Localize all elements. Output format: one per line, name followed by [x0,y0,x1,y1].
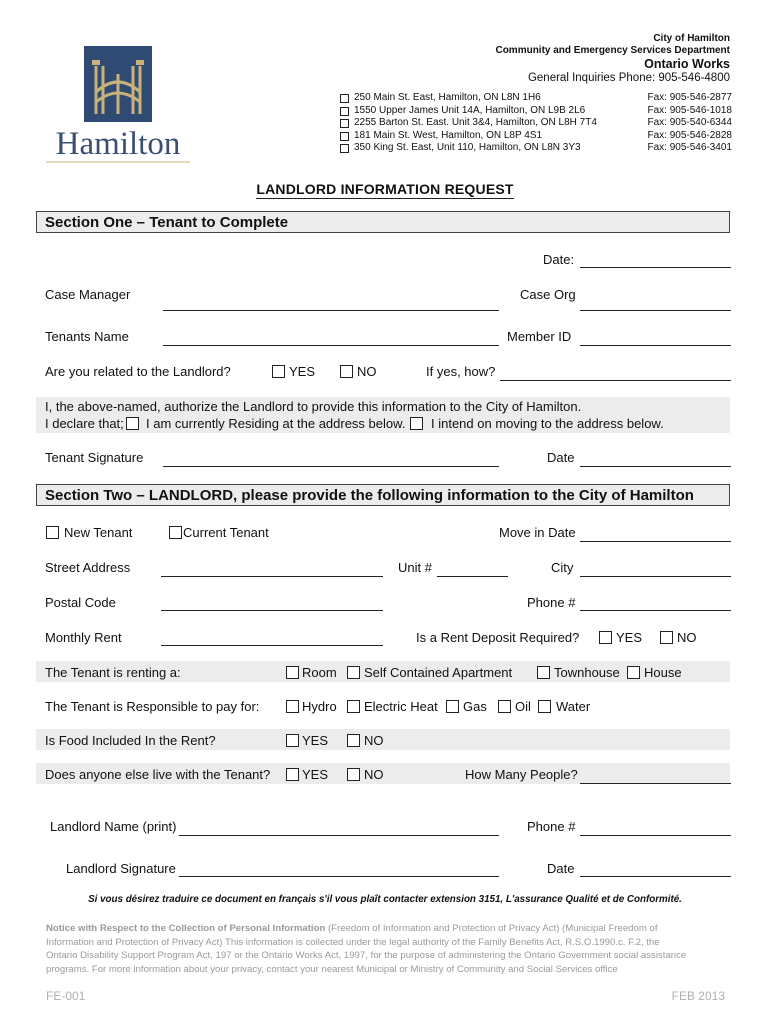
landlord-phone-label: Phone # [527,819,576,834]
office-fax: Fax: 905-540-6344 [647,117,732,128]
water-label: Water [556,699,591,714]
landlord-signature-field[interactable] [179,876,499,877]
room-label: Room [302,665,337,680]
checkbox-bullet-icon [340,94,349,103]
live-no-checkbox[interactable] [347,768,360,781]
moving-checkbox[interactable] [410,417,423,430]
landlord-phone-field[interactable] [580,835,731,836]
office-address: 2255 Barton St. East. Unit 3&4, Hamilton, ON L8H 7T4 [354,117,597,128]
tenants-name-field[interactable] [163,345,499,346]
related-label: Are you related to the Landlord? [45,364,231,379]
deposit-yes-checkbox[interactable] [599,631,612,644]
office-item [340,92,732,105]
oil-label: Oil [515,699,531,714]
case-manager-field[interactable] [163,310,499,311]
notice-line3: Ontario Disability Support Program Act, 197 or the Ontario Works Act, 1997, for the purpose of administering the Ontario Government social assistance [46,950,687,962]
postal-code-label: Postal Code [45,595,116,610]
office-item [340,105,732,118]
landlord-signature-label: Landlord Signature [66,861,176,876]
monthly-rent-field[interactable] [161,645,383,646]
office-address: 1550 Upper James Unit 14A, Hamilton, ON L9B 2L6 [354,104,586,116]
postal-code-field[interactable] [161,610,383,611]
related-no-checkbox[interactable] [340,365,353,378]
gas-checkbox[interactable] [446,700,459,713]
tenant-signature-field[interactable] [163,466,499,467]
food-no-checkbox[interactable] [347,734,360,747]
member-id-field[interactable] [580,345,731,346]
new-tenant-label: New Tenant [64,525,133,540]
electric-heat-label: Electric Heat [364,699,438,714]
french-note: Si vous désirez traduire ce document en français s'il vous plaît contacter extension 3151, L'assurance Qualité et de Conformité. [88,894,682,905]
current-tenant-checkbox[interactable] [169,526,182,539]
office-address: 350 King St. East, Unit 110, Hamilton, ON L8N 3Y3 [354,142,581,153]
notice-line4: programs. For more information about your privacy, contact your nearest Municipal or Ministry of Community and Social Services office [46,963,618,975]
deposit-yes-label: YES [616,630,643,645]
authorize-text: I, the above-named, authorize the Landlord to provide this information to the City of Hamilton. [45,399,582,414]
landlord-date-field[interactable] [580,876,731,877]
notice-line2: Information and Protection of Privacy Act) This information is collected under the legal authority of the Family Benefits Act, R.S.O.1990.c. F.2, the [46,936,660,948]
water-checkbox[interactable] [538,700,551,713]
unit-field[interactable] [437,576,508,577]
section-two-heading: Section Two – LANDLORD, please provide the following information to the City of Hamilton [36,484,730,506]
live-yes-checkbox[interactable] [286,768,299,781]
checkbox-bullet-icon [340,107,349,116]
related-no-label: NO [357,364,377,379]
townhouse-checkbox[interactable] [537,666,550,679]
unit-label: Unit # [398,560,432,575]
live-yes-label: YES [302,767,329,782]
office-item [340,130,732,143]
oil-checkbox[interactable] [498,700,511,713]
office-fax: Fax: 905-546-2828 [647,129,732,141]
phone-field[interactable] [580,610,731,611]
renting-label: The Tenant is renting a: [45,665,181,680]
date-field[interactable] [580,267,731,268]
if-yes-label: If yes, how? [426,364,496,379]
move-in-label: Move in Date [499,525,576,540]
header-inquiries: General Inquiries Phone: 905-546-4800 [527,72,730,84]
residing-label: I am currently Residing at the address below. [146,416,406,431]
how-many-field[interactable] [580,783,731,784]
tenant-signature-label: Tenant Signature [45,450,144,465]
monthly-rent-label: Monthly Rent [45,630,122,645]
pay-label: The Tenant is Responsible to pay for: [45,699,260,714]
deposit-label: Is a Rent Deposit Required? [416,630,580,645]
city-label: City [551,560,574,575]
live-label: Does anyone else live with the Tenant? [45,767,271,782]
office-address: 181 Main St. West, Hamilton, ON L8P 4S1 [354,129,543,141]
checkbox-bullet-icon [340,144,349,153]
hydro-checkbox[interactable] [286,700,299,713]
current-tenant-label: Current Tenant [183,525,269,540]
city-field[interactable] [580,576,731,577]
date-label: Date: [543,252,575,267]
form-title [0,181,770,197]
how-many-label: How Many People? [465,767,578,782]
case-org-field[interactable] [580,310,731,311]
tenants-name-label: Tenants Name [45,329,129,344]
deposit-no-checkbox[interactable] [660,631,673,644]
form-title-text: LANDLORD INFORMATION REQUEST [256,181,514,197]
office-fax: Fax: 905-546-1018 [647,104,732,116]
office-fax: Fax: 905-546-2877 [647,92,732,103]
office-item [340,117,732,130]
related-yes-checkbox[interactable] [272,365,285,378]
form-id: FE-001 [46,989,86,1003]
landlord-name-label: Landlord Name (print) [50,819,177,834]
townhouse-label: Townhouse [554,665,620,680]
case-org-label: Case Org [520,287,576,302]
hydro-label: Hydro [302,699,337,714]
form-date: FEB 2013 [671,989,725,1003]
landlord-date-label: Date [547,861,575,876]
case-manager-label: Case Manager [45,287,131,302]
office-item [340,142,732,155]
apartment-checkbox[interactable] [347,666,360,679]
related-yes-label: YES [289,364,316,379]
apartment-label: Self Contained Apartment [364,665,513,680]
landlord-name-field[interactable] [179,835,499,836]
checkbox-bullet-icon [340,132,349,141]
food-label: Is Food Included In the Rent? [45,733,216,748]
header-program: Ontario Works [644,57,730,71]
new-tenant-checkbox[interactable] [46,526,59,539]
moving-label: I intend on moving to the address below. [431,416,664,431]
food-no-label: NO [364,733,384,748]
deposit-no-label: NO [677,630,697,645]
notice-heading: Notice with Respect to the Collection of Personal Information [46,923,326,934]
tenant-date-label: Date [547,450,575,465]
hamilton-logo [44,44,192,166]
office-fax: Fax: 905-546-3401 [647,142,732,153]
checkbox-bullet-icon [340,119,349,128]
office-address: 250 Main St. East, Hamilton, ON L8N 1H6 [354,92,541,103]
room-checkbox[interactable] [286,666,299,679]
street-address-field[interactable] [161,576,383,577]
header-department: Community and Emergency Services Department [495,45,730,56]
food-yes-label: YES [302,733,329,748]
gas-label: Gas [463,699,487,714]
declare-label: I declare that; [45,416,124,431]
food-yes-checkbox[interactable] [286,734,299,747]
house-label: House [644,665,682,680]
house-checkbox[interactable] [627,666,640,679]
live-no-label: NO [364,767,384,782]
privacy-notice [46,922,736,976]
member-id-label: Member ID [507,329,572,344]
if-yes-field[interactable] [500,380,731,381]
street-address-label: Street Address [45,560,131,575]
tenant-date-field[interactable] [580,466,731,467]
logo-text: Hamilton [55,126,181,162]
section-one-heading: Section One – Tenant to Complete [36,211,730,233]
electric-heat-checkbox[interactable] [347,700,360,713]
header-city: City of Hamilton [653,33,730,44]
residing-checkbox[interactable] [126,417,139,430]
phone-label: Phone # [527,595,576,610]
notice-line1: (Freedom of Information and Protection of Privacy Act) (Municipal Freedom of [325,923,658,934]
move-in-field[interactable] [580,541,731,542]
